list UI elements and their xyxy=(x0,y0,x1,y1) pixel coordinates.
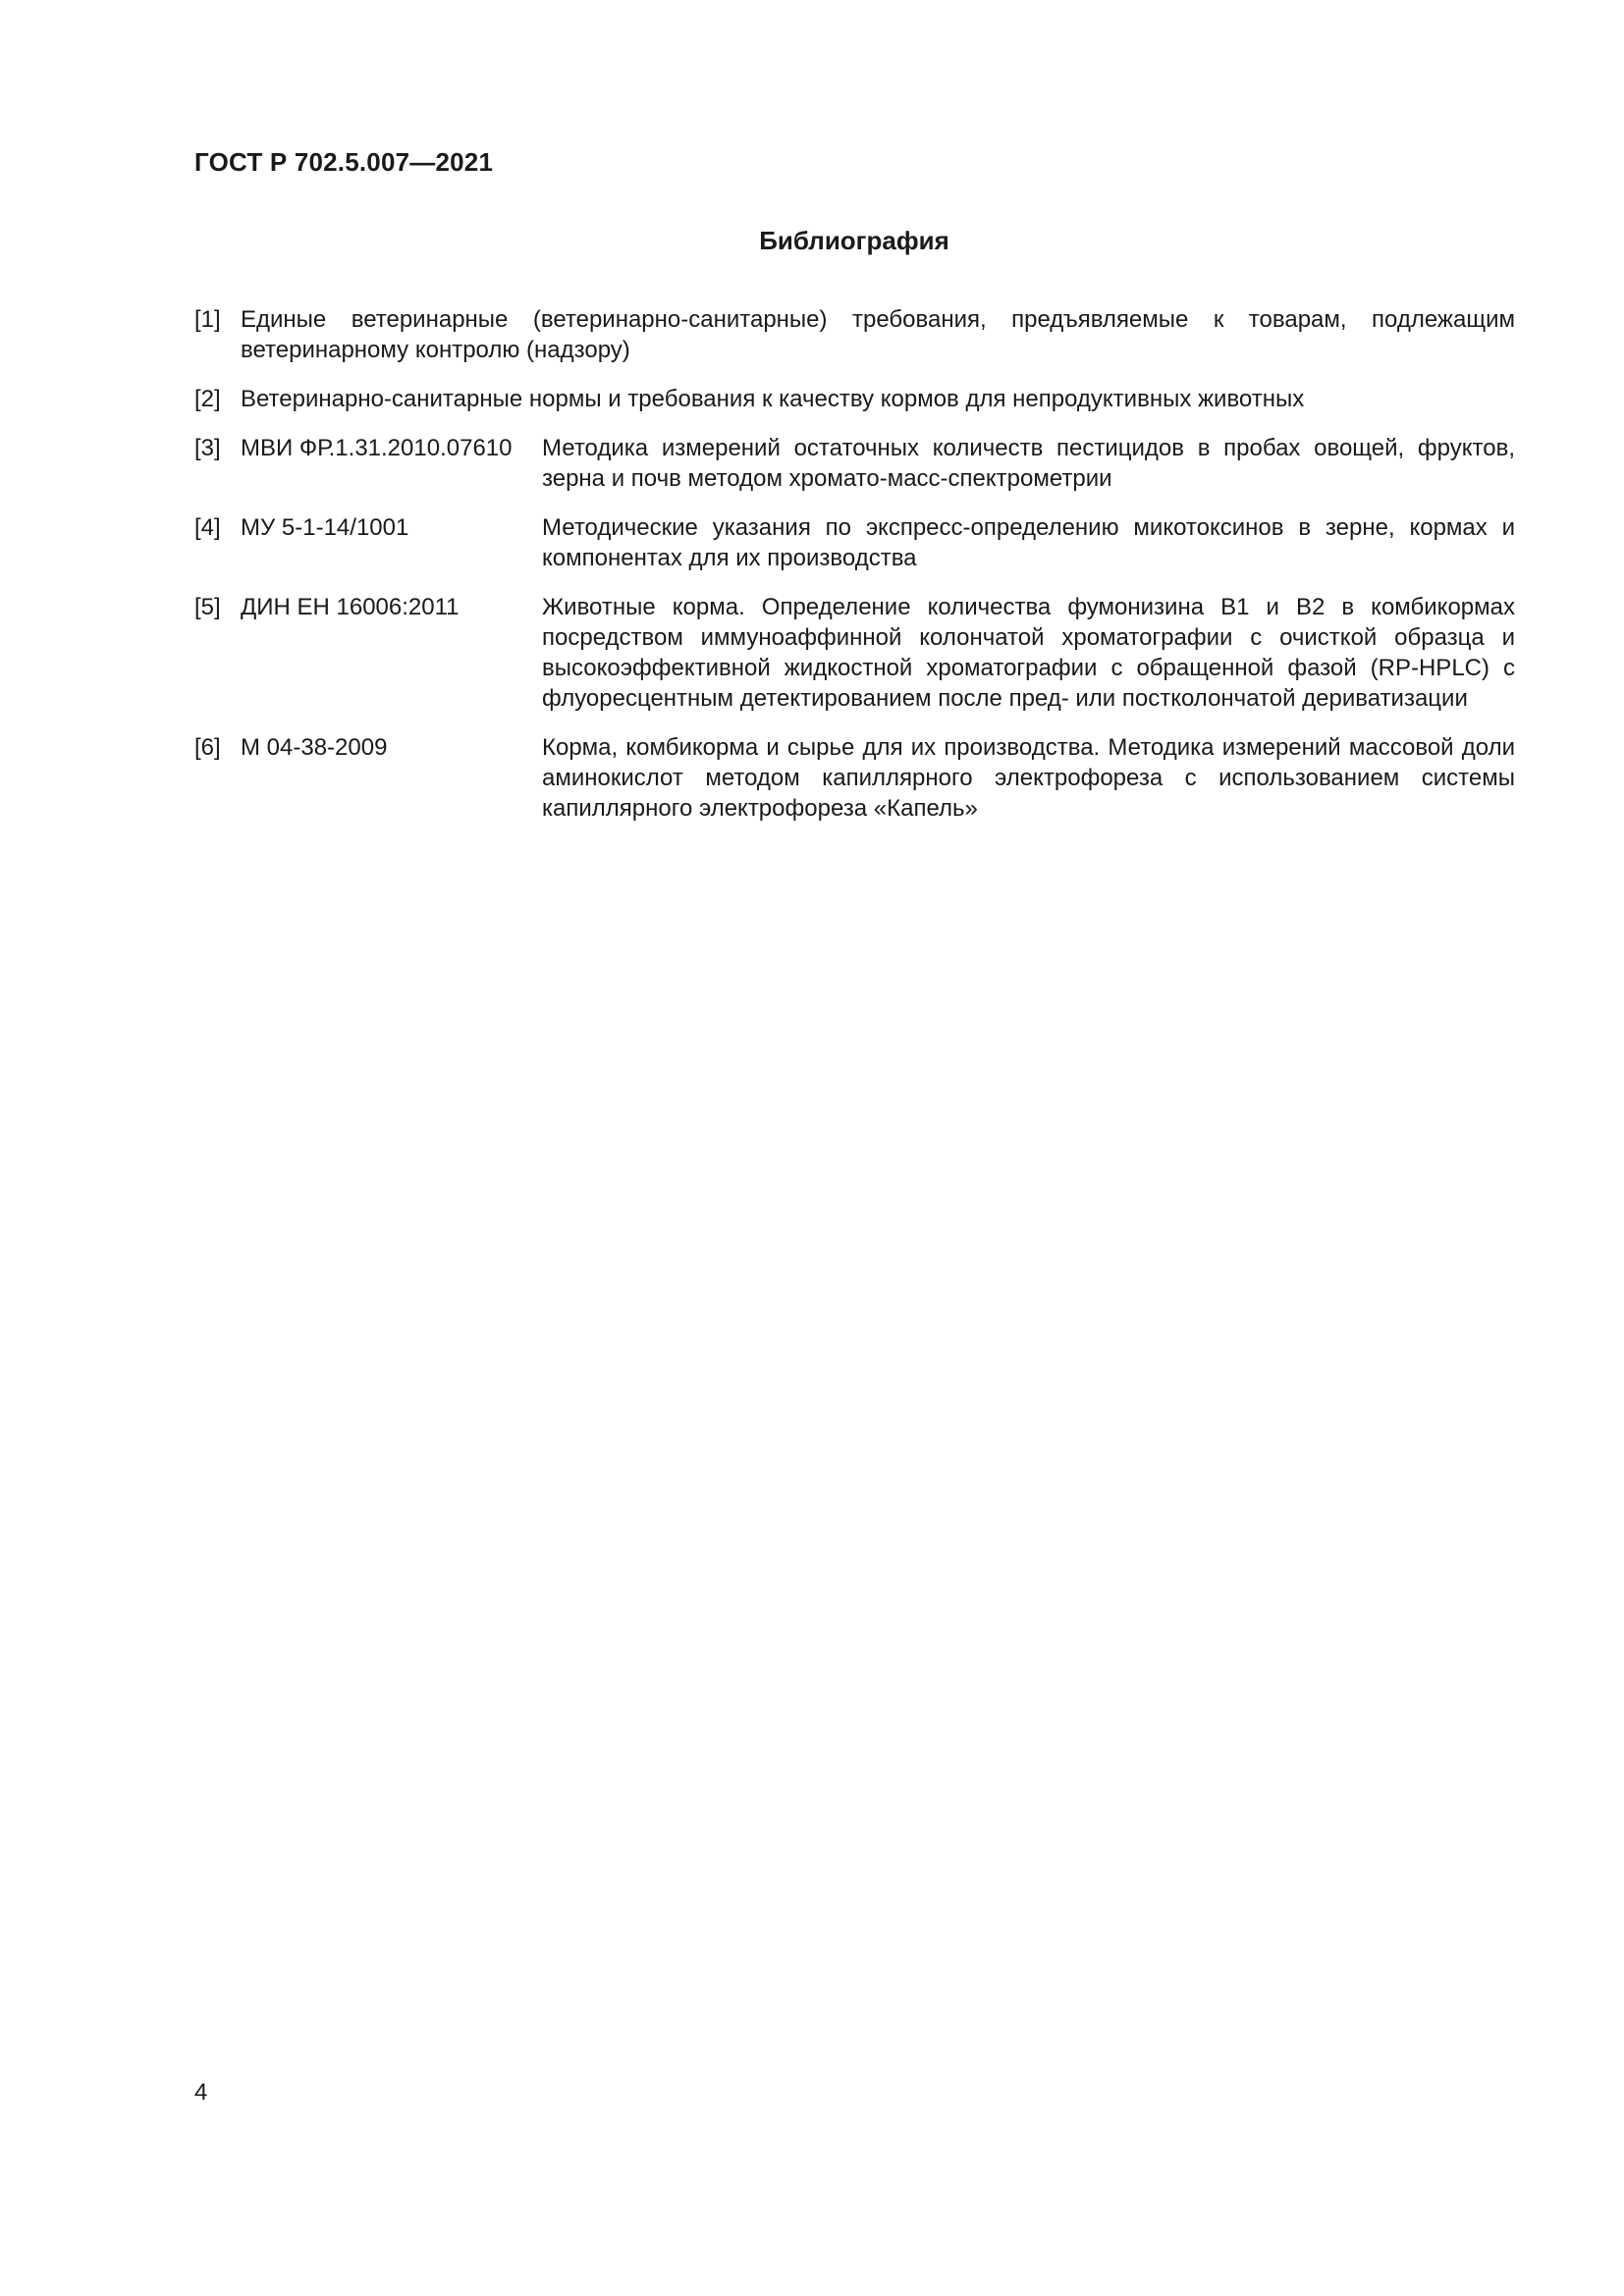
bibliography-entry xyxy=(194,732,1515,824)
entry-text: Ветеринарно-санитарные нормы и требования к качеству кормов для непродуктивных животных xyxy=(241,386,1305,412)
entry-text: Методика измерений остаточных количеств пестицидов в пробах овощей, фруктов, зерна и почв методом хромато-масс-спектрометрии xyxy=(542,435,1515,492)
section-title: Библиография xyxy=(759,226,949,255)
entry-text: Животные корма. Определение количества фумонизина В1 и В2 в комбикормах посредством иммуноаффинной колончатой хроматографии с очисткой образца и высокоэффективной жидкостной хроматографии с обращенной фазой (RP-HPLC) с флуоресцентным детектированием после пред- или постколончатой дериватизации xyxy=(542,594,1515,712)
entry-number: [5] xyxy=(194,594,221,620)
entry-code: МВИ ФР.1.31.2010.07610 xyxy=(241,435,513,461)
bibliography-list xyxy=(194,304,1515,842)
bibliography-entry xyxy=(194,384,1515,414)
document-header: ГОСТ Р 702.5.007—2021 xyxy=(194,147,494,177)
entry-text: Корма, комбикорма и сырье для их производства. Методика измерений массовой доли аминокислот методом капиллярного электрофореза с использованием системы капиллярного электрофореза «Капель» xyxy=(542,734,1515,822)
bibliography-entry xyxy=(194,592,1515,714)
entry-code: М 04-38-2009 xyxy=(241,734,388,761)
entry-code: ДИН ЕН 16006:2011 xyxy=(241,594,460,620)
entry-number: [3] xyxy=(194,435,221,461)
bibliography-entry xyxy=(194,512,1515,573)
entry-number: [4] xyxy=(194,514,221,541)
entry-number: [6] xyxy=(194,734,221,761)
entry-text: Единые ветеринарные (ветеринарно-санитарные) требования, предъявляемые к товарам, подлежащим ветеринарному контролю (надзору) xyxy=(241,306,1515,363)
page-number: 4 xyxy=(194,2079,208,2106)
entry-number: [2] xyxy=(194,386,221,412)
entry-text: Методические указания по экспресс-определению микотоксинов в зерне, кормах и компонентах для их производства xyxy=(542,514,1515,571)
bibliography-entry xyxy=(194,304,1515,365)
entry-code: МУ 5-1-14/1001 xyxy=(241,514,409,541)
bibliography-entry xyxy=(194,433,1515,494)
entry-number: [1] xyxy=(194,306,221,333)
